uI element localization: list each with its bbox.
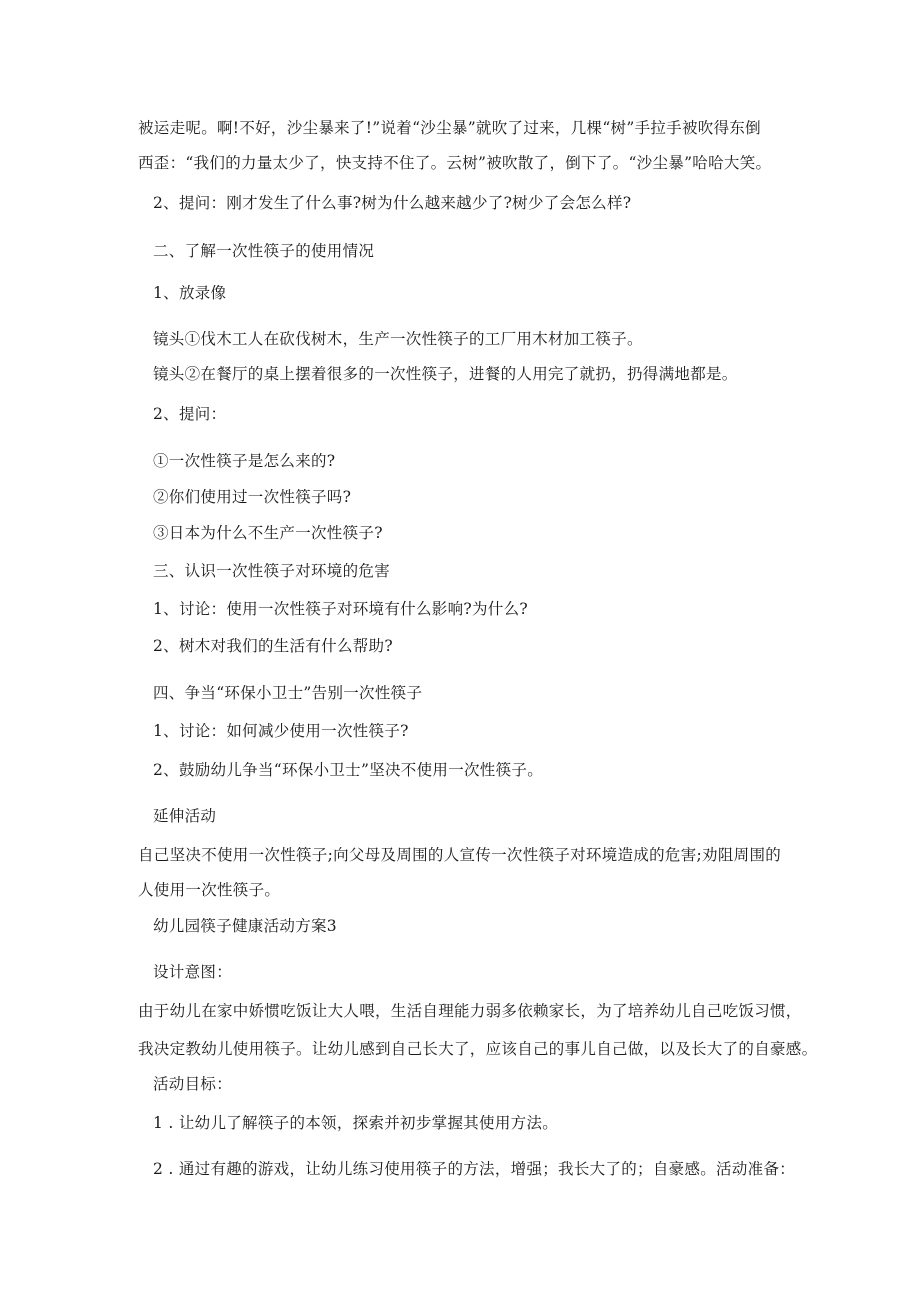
page-title: 幼儿园筷子健康活动方案3 bbox=[153, 917, 337, 935]
section-heading: 延伸活动 bbox=[153, 807, 217, 825]
list-item: 2、鼓励幼儿争当“环保小卫士”坚决不使用一次性筷子。 bbox=[153, 761, 544, 779]
question-item: ②你们使用过一次性筷子吗? bbox=[153, 488, 352, 506]
question-item: ③日本为什么不生产一次性筷子? bbox=[153, 524, 383, 542]
paragraph: 我决定教幼儿使用筷子。让幼儿感到自己长大了，应该自己的事儿自己做，以及长大了的自豪感。 bbox=[138, 1040, 818, 1058]
section-heading: 设计意图： bbox=[153, 963, 233, 981]
paragraph: 自己坚决不使用一次性筷子;向父母及周围的人宣传一次性筷子对环境造成的危害;劝阻周围的 bbox=[138, 846, 782, 864]
paragraph: 镜头②在餐厅的桌上摆着很多的一次性筷子，进餐的人用完了就扔，扔得满地都是。 bbox=[153, 365, 738, 383]
paragraph: 由于幼儿在家中娇惯吃饭让大人喂，生活自理能力弱多依赖家长，为了培养幼儿自己吃饭习惯， bbox=[138, 1002, 802, 1020]
paragraph: 镜头①伐木工人在砍伐树木，生产一次性筷子的工厂用木材加工筷子。 bbox=[153, 330, 643, 348]
section-heading-3: 三、认识一次性筷子对环境的危害 bbox=[153, 562, 391, 580]
story-line-2: 西歪：“我们的力量太少了，快支持不住了。云树”被吹散了，倒下了。“沙尘暴”哈哈大笑。 bbox=[138, 154, 772, 172]
story-line-1: 被运走呢。啊!不好，沙尘暴来了!”说着“沙尘暴”就吹了过来，几棵“树”手拉手被吹得东倒 bbox=[138, 119, 761, 137]
paragraph: 人使用一次性筷子。 bbox=[138, 881, 281, 899]
list-item: 1 . 让幼儿了解筷子的本领，探索并初步掌握其使用方法。 bbox=[153, 1114, 559, 1132]
list-item: 2、提问： bbox=[153, 405, 227, 423]
section-heading-4: 四、争当“环保小卫士”告别一次性筷子 bbox=[153, 684, 423, 702]
section-heading-2: 二、了解一次性筷子的使用情况 bbox=[153, 242, 375, 260]
list-item: 1、讨论：使用一次性筷子对环境有什么影响?为什么? bbox=[153, 600, 528, 618]
list-item: 1、放录像 bbox=[153, 284, 227, 302]
question-item: ①一次性筷子是怎么来的? bbox=[153, 452, 336, 470]
question-item: 2、提问：刚才发生了什么事?树为什么越来越少了?树少了会怎么样? bbox=[153, 194, 632, 212]
list-item: 2、树木对我们的生活有什么帮助? bbox=[153, 637, 393, 655]
section-heading: 活动目标： bbox=[153, 1075, 233, 1093]
list-item: 2 . 通过有趣的游戏，让幼儿练习使用筷子的方法，增强；我长大了的；自豪感。活动准备： bbox=[153, 1160, 796, 1178]
list-item: 1、讨论：如何减少使用一次性筷子? bbox=[153, 722, 409, 740]
